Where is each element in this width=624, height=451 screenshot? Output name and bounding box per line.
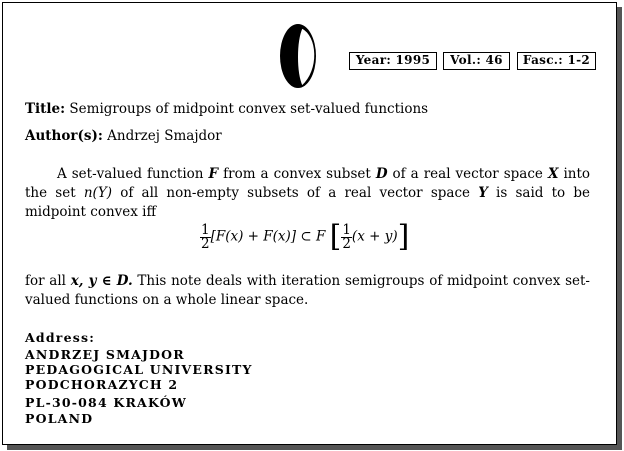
abstract-paragraph-1 [25, 165, 590, 222]
abstract-text: from a convex subset [223, 166, 371, 182]
abstract-text: of all non-empty subsets of a real vector space [120, 185, 470, 201]
formula-left: [F(x) + F(x)] ⊂ F [210, 228, 326, 245]
math-symbol: F [208, 166, 219, 182]
address-line: PEDAGOGICAL UNIVERSITY [25, 362, 253, 377]
math-symbol: D [375, 166, 388, 182]
denominator: 2 [342, 235, 351, 252]
abstract-paragraph-2 [25, 272, 590, 310]
formula-inner: (x + y) [351, 228, 398, 245]
volume-badge: Vol.: 46 [443, 52, 510, 70]
address-line: ANDRZEJ SMAJDOR [25, 347, 185, 362]
address-line: POLAND [25, 411, 94, 426]
abstract-text: This note deals with iteration semigroups of midpoint convex set-valued functions on a whole linear space. [25, 273, 590, 308]
math-symbol: X [547, 166, 559, 182]
abstract-text: for all [25, 273, 66, 289]
authors-value: Andrzej Smajdor [107, 128, 222, 144]
numerator: 1 [342, 221, 351, 238]
year-badge: Year: 1995 [349, 52, 437, 70]
fraction-half [200, 221, 211, 252]
title-line [25, 101, 428, 117]
right-bracket: ] [397, 219, 410, 254]
authors-label: Author(s): [25, 128, 103, 144]
address-line: PL-30-084 KRAKÓW [25, 395, 188, 410]
numerator: 1 [201, 221, 210, 238]
denominator: 2 [201, 235, 210, 252]
left-bracket: [ [329, 219, 342, 254]
fascicle-badge: Fasc.: 1-2 [517, 52, 596, 70]
journal-logo [278, 22, 322, 90]
fraction-half-2 [341, 221, 352, 252]
authors-line [25, 128, 222, 144]
display-formula [200, 219, 410, 254]
address-label: Address: [25, 330, 96, 345]
address-line: PODCHORAZYCH 2 [25, 377, 179, 392]
title-label: Title: [25, 101, 66, 117]
math-symbol: n(Y) [83, 185, 112, 201]
math-symbol: x, y ∈ D. [70, 273, 133, 289]
title-value: Semigroups of midpoint convex set-valued functions [69, 101, 429, 117]
abstract-text: of a real vector space [392, 166, 543, 182]
abstract-text: is said to be midpoint convex iff [25, 185, 590, 220]
abstract-text: A set-valued function [57, 166, 204, 182]
math-symbol: Y [478, 185, 488, 201]
abstract-text: into the set [25, 166, 591, 201]
